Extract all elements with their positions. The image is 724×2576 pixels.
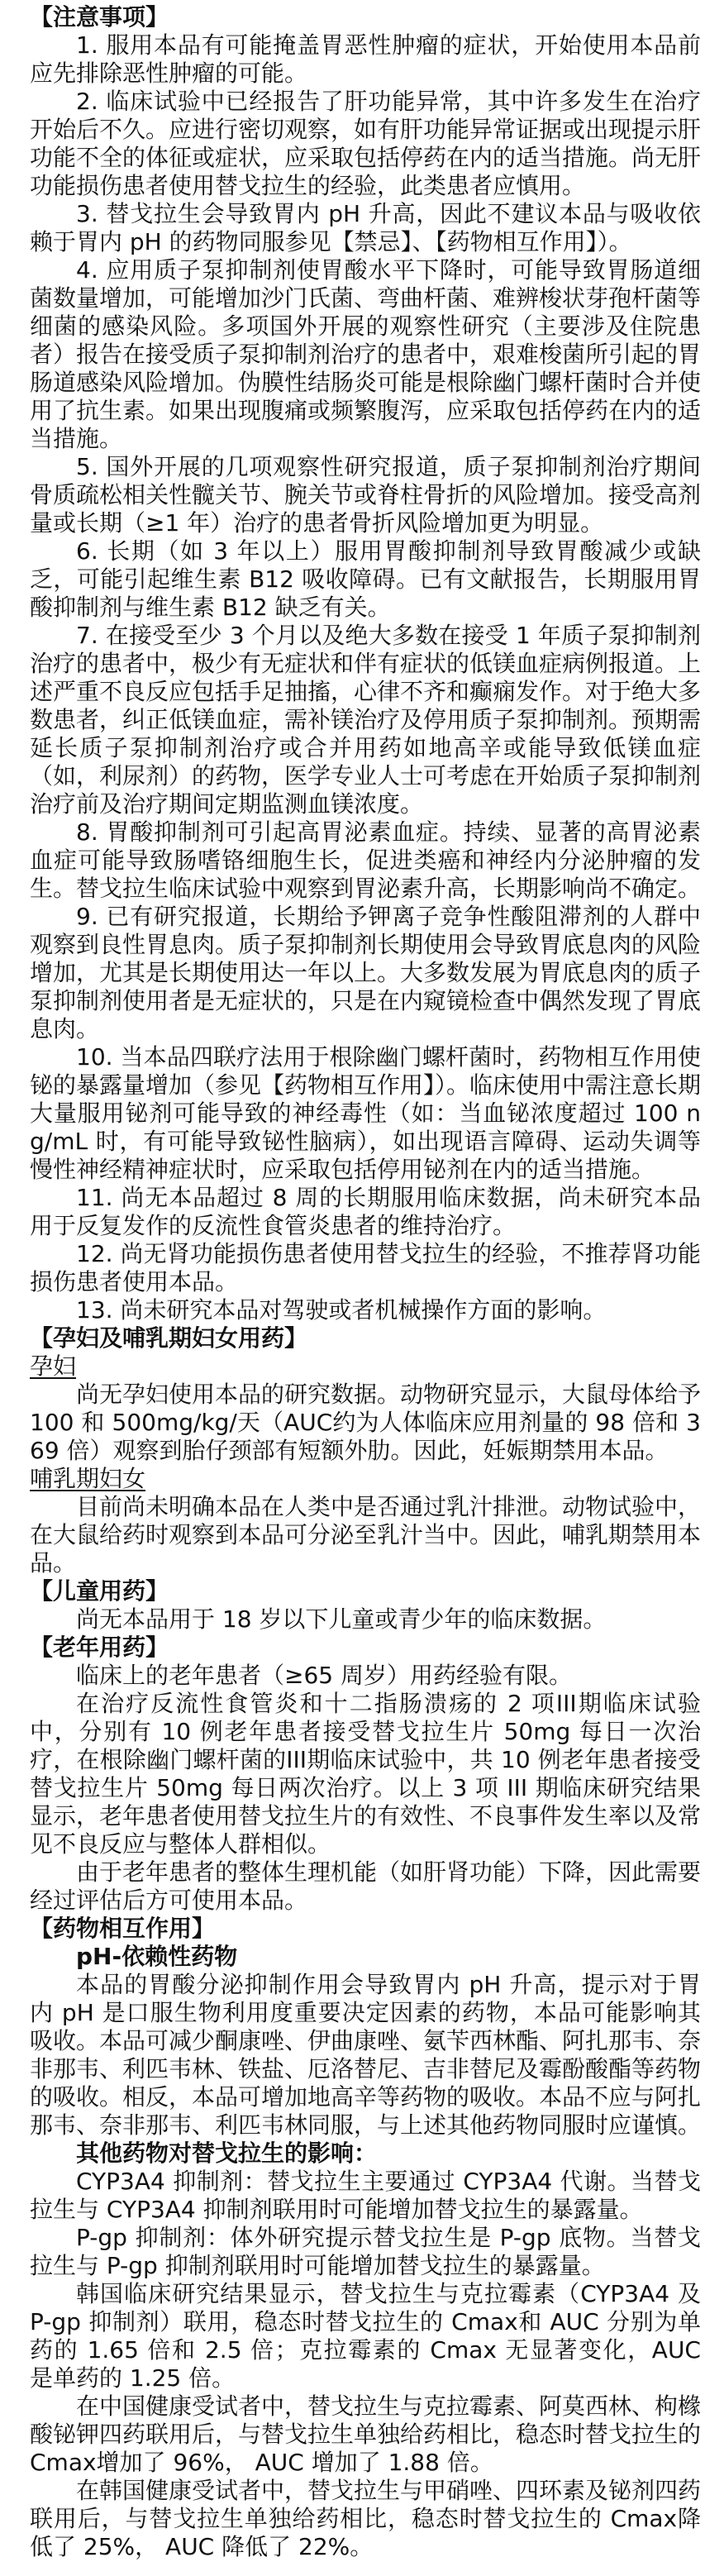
precaution-item-5: 5. 国外开展的几项观察性研究报道，质子泵抑制剂治疗期间骨质疏松相关性髋关节、腕关节或脊柱骨折的风险增加。接受高剂量或长期（≥1 年）治疗的患者骨折风险增加更为明显。 — [30, 453, 702, 537]
section-title-geriatric-use: 【老年用药】 — [30, 1634, 169, 1661]
geriatric-paragraph-1: 临床上的老年患者（≥65 周岁）用药经验有限。 — [76, 1662, 572, 1689]
precaution-item-13: 13. 尚未研究本品对驾驶或者机械操作方面的影响。 — [76, 1296, 607, 1324]
section-title-pregnancy-lactation: 【孕妇及哺乳期妇女用药】 — [30, 1324, 308, 1352]
geriatric-paragraph-3: 由于老年患者的整体生理机能（如肝肾功能）下降，因此需要经过评估后方可使用本品。 — [30, 1858, 702, 1914]
korea-quadruple-therapy-paragraph: 在韩国健康受试者中，替戈拉生与甲硝唑、四环素及铋剂四药联用后，与替戈拉生单独给药相比，稳态时替戈拉生的 Cmax降低了 25%， AUC 降低了 22%。 — [30, 2477, 702, 2560]
lactation-paragraph: 目前尚未明确本品在人类中是否通过乳汁排泄。动物试验中，在大鼠给药时观察到本品可分泌至乳汁当中。因此，哺乳期禁用本品。 — [30, 1493, 702, 1577]
subsection-lactating-women: 哺乳期妇女 — [30, 1465, 146, 1492]
pregnancy-paragraph: 尚无孕妇使用本品的研究数据。动物研究显示，大鼠母体给予 100 和 500mg/kg/天（AUC约为人体临床应用剂量的 98 倍和 369 倍）观察到胎仔颈部有短额外肋。因此，妊娠期禁用本品。 — [30, 1381, 702, 1464]
section-title-pediatric-use: 【儿童用药】 — [30, 1577, 169, 1605]
precaution-item-3: 3. 替戈拉生会导致胃内 pH 升高，因此不建议本品与吸收依赖于胃内 pH 的药物同服参见【禁忌】、【药物相互作用】）。 — [30, 200, 701, 255]
precaution-item-1: 1. 服用本品有可能掩盖胃恶性肿瘤的症状，开始使用本品前应先排除恶性肿瘤的可能。 — [30, 31, 701, 87]
pediatric-paragraph: 尚无本品用于 18 岁以下儿童或青少年的临床数据。 — [76, 1605, 607, 1633]
subsection-ph-dependent-drugs: pH-依赖性药物 — [76, 1943, 238, 1970]
precaution-item-11: 11. 尚无本品超过 8 周的长期服用临床数据，尚未研究本品用于反复发作的反流性食管炎患者的维持治疗。 — [30, 1184, 701, 1239]
precaution-item-12: 12. 尚无肾功能损伤患者使用替戈拉生的经验，不推荐肾功能损伤患者使用本品。 — [30, 1240, 701, 1295]
precaution-item-6: 6. 长期（如 3 年以上）服用胃酸抑制剂导致胃酸减少或缺乏，可能引起维生素 B12 吸收障碍。已有文献报告，长期服用胃酸抑制剂与维生素 B12 缺乏有关。 — [30, 537, 701, 621]
korea-clarithromycin-study-paragraph: 韩国临床研究结果显示，替戈拉生与克拉霉素（CYP3A4 及 P-gp 抑制剂）联用，稳态时替戈拉生的 Cmax和 AUC 分别为单药的 1.65 倍和 2.5 倍；克拉霉素的 Cmax 无显著变化，AUC 是单药的 1.25 倍。 — [30, 2280, 701, 2392]
ph-dependent-paragraph: 本品的胃酸分泌抑制作用会导致胃内 pH 升高，提示对于胃内 pH 是口服生物利用度重要决定因素的药物，本品可能影响其吸收。本品可减少酮康唑、伊曲康唑、氨苄西林酯、阿扎那韦、奈非那韦、利匹韦林、铁盐、厄洛替尼、吉非替尼及霉酚酸酯等药物的吸收。相反，本品可增加地高辛等药物的吸收。本品不应与阿扎那韦、奈非那韦、利匹韦林同服，与上述其他药物同服时应谨慎。 — [30, 1971, 702, 2139]
section-title-precautions: 【注意事项】 — [30, 3, 169, 31]
precaution-item-2: 2. 临床试验中已经报告了肝功能异常，其中许多发生在治疗开始后不久。应进行密切观察，如有肝功能异常证据或出现提示肝功能不全的体征或症状，应采取包括停药在内的适当措施。尚无肝功能损伤患者使用替戈拉生的经验，此类患者应慎用。 — [30, 88, 702, 199]
china-quadruple-therapy-paragraph: 在中国健康受试者中，替戈拉生与克拉霉素、阿莫西林、枸橼酸铋钾四药联用后，与替戈拉生单独给药相比，稳态时替戈拉生的 Cmax增加了 96%， AUC 增加了 1.88 倍。 — [30, 2392, 702, 2476]
subsection-effects-of-other-drugs: 其他药物对替戈拉生的影响： — [76, 2140, 378, 2167]
cyp3a4-inhibitor-paragraph: CYP3A4 抑制剂：替戈拉生主要通过 CYP3A4 代谢。当替戈拉生与 CYP3A4 抑制剂联用时可能增加替戈拉生的暴露量。 — [30, 2168, 701, 2223]
subsection-pregnant-women: 孕妇 — [30, 1352, 77, 1380]
precaution-item-9: 9. 已有研究报道，长期给予钾离子竞争性酸阻滞剂的人群中观察到良性胃息肉。质子泵抑制剂长期使用会导致胃底息肉的风险增加，尤其是长期使用达一年以上。大多数发展为胃底息肉的质子泵抑制剂使用者是无症状的，只是在内窥镜检查中偶然发现了胃底息肉。 — [30, 903, 702, 1042]
precaution-item-7: 7. 在接受至少 3 个月以及绝大多数在接受 1 年质子泵抑制剂治疗的患者中，极少有无症状和伴有症状的低镁血症病例报道。上述严重不良反应包括手足抽搐，心律不齐和癫痫发作。对于绝大多数患者，纠正低镁血症，需补镁治疗及停用质子泵抑制剂。预期需延长质子泵抑制剂治疗或合并用药如地高辛或能导致低镁血症（如，利尿剂）的药物，医学专业人士可考虑在开始质子泵抑制剂治疗前及治疗期间定期监测血镁浓度。 — [30, 622, 702, 818]
precaution-item-4: 4. 应用质子泵抑制剂使胃酸水平下降时，可能导致胃肠道细菌数量增加，可能增加沙门氏菌、弯曲杆菌、难辨梭状芽孢杆菌等细菌的感染风险。多项国外开展的观察性研究（主要涉及住院患者）报告在接受质子泵抑制剂治疗的患者中，艰难梭菌所引起的胃肠道感染风险增加。伪膜性结肠炎可能是根除幽门螺杆菌时合并使用了抗生素。如果出现腹痛或频繁腹泻，应采取包括停药在内的适当措施。 — [30, 256, 702, 452]
precaution-item-10: 10. 当本品四联疗法用于根除幽门螺杆菌时，药物相互作用使铋的暴露量增加（参见【药物相互作用】）。临床使用中需注意长期大量服用铋剂可能导致的神经毒性（如：当血铋浓度超过 100 ng/mL 时，有可能导致铋性脑病），如出现语言障碍、运动失调等慢性神经精神症状时，应采取包括停用铋剂在内的适当措施。 — [30, 1043, 702, 1183]
section-title-drug-interactions: 【药物相互作用】 — [30, 1915, 216, 1942]
pgp-inhibitor-paragraph: P-gp 抑制剂：体外研究提示替戈拉生是 P-gp 底物。当替戈拉生与 P-gp 抑制剂联用时可能增加替戈拉生的暴露量。 — [30, 2224, 701, 2279]
precaution-item-8: 8. 胃酸抑制剂可引起高胃泌素血症。持续、显著的高胃泌素血症可能导致肠嗜铬细胞生长，促进类癌和神经内分泌肿瘤的发生。替戈拉生临床试验中观察到胃泌素升高，长期影响尚不确定。 — [30, 818, 702, 902]
geriatric-paragraph-2: 在治疗反流性食管炎和十二指肠溃疡的 2 项III期临床试验中，分别有 10 例老年患者接受替戈拉生片 50mg 每日一次治疗，在根除幽门螺杆菌的III期临床试验中，共 10 例老年患者接受替戈拉生片 50mg 每日两次治疗。以上 3 项 III 期临床研究结果显示，老年患者使用替戈拉生片的有效性、不良事件发生率以及常见不良反应与整体人群相似。 — [30, 1690, 702, 1858]
